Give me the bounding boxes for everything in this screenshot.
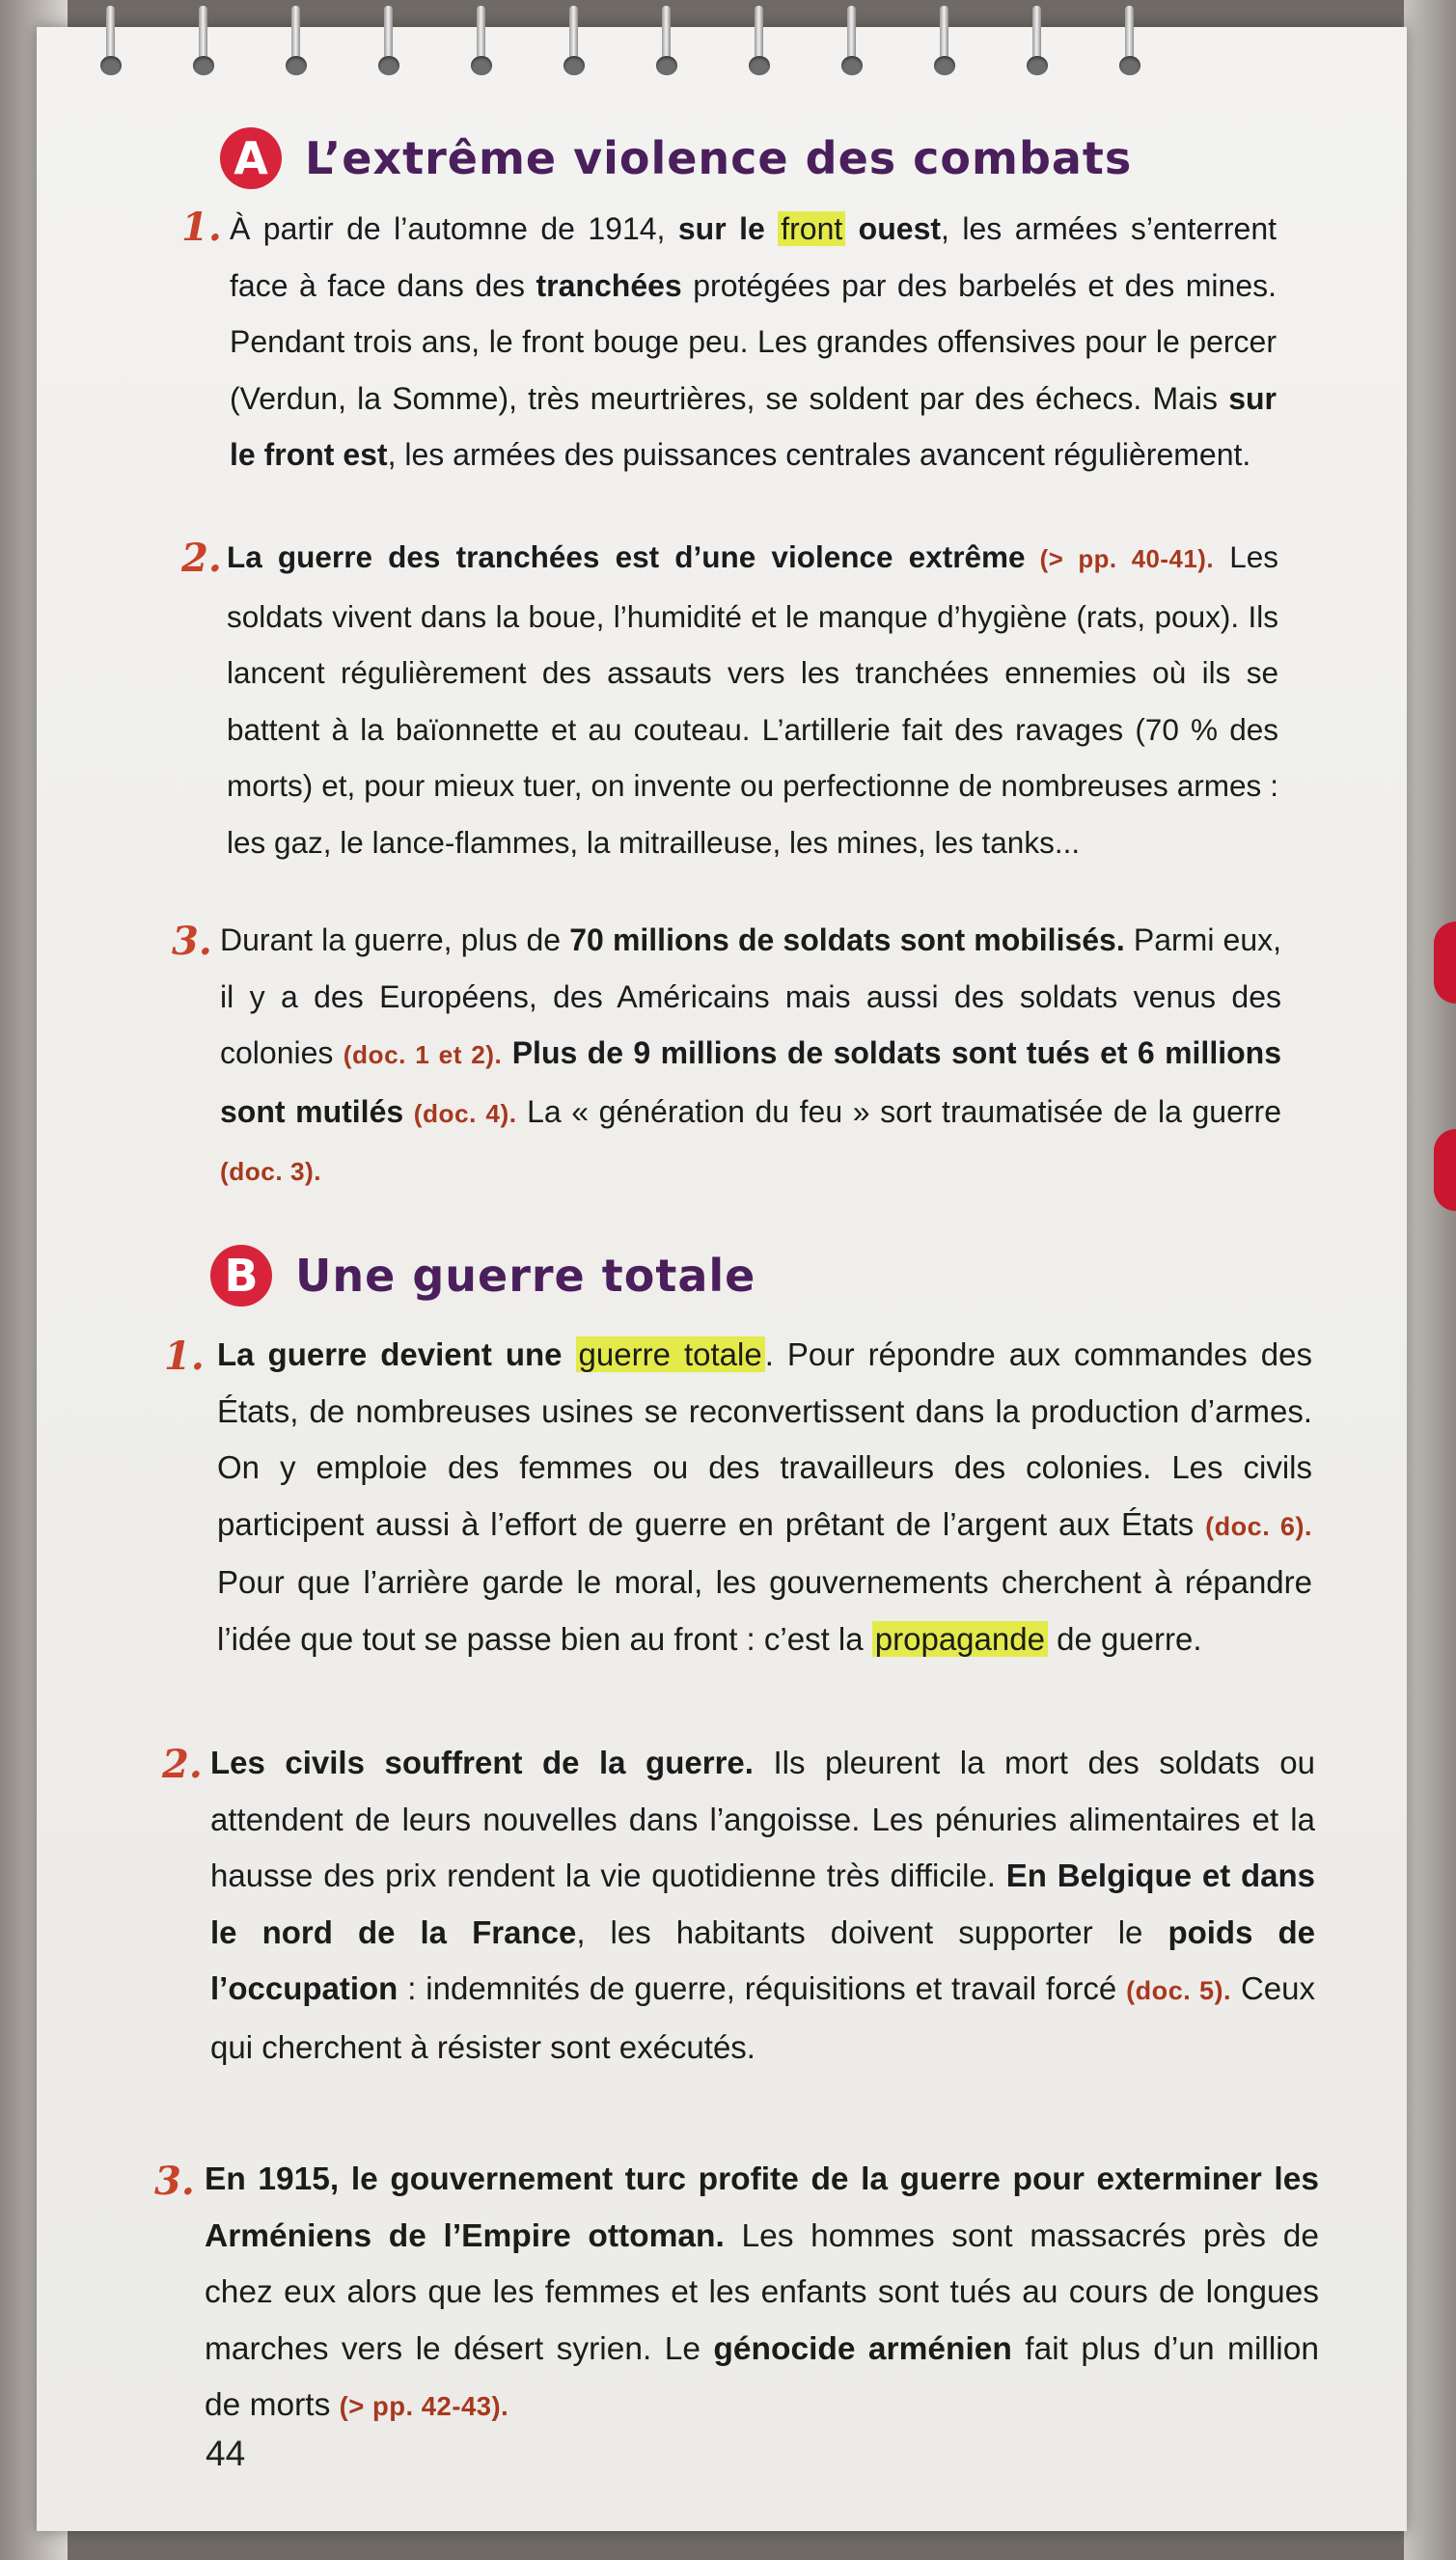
- item-number: 2.: [181, 536, 222, 581]
- section-b-badge: B: [210, 1245, 272, 1307]
- section-a-paragraph-2: La guerre des tranchées est d’une violence extrême (> pp. 40-41). Les soldats vivent dans la boue, l’humidité et le manque d’hygiène (rats, poux). Ils lancent régulièrement des assauts vers les tranchées ennemies où ils se battent à la baïonnette et au couteau. L’artillerie fait des ravages (70 % des morts) et, pour mieux tuer, on invente ou perfectionne de nombreuses armes : les gaz, le lance-flammes, la mitrailleuse, les mines, les tanks...: [227, 539, 1278, 860]
- item-number: 1.: [164, 1334, 205, 1379]
- section-a-paragraph-1: À partir de l’automne de 1914, sur le front ouest, les armées s’enterrent face à face dans des tranchées protégées par des barbelés et des mines. Pendant trois ans, le front bouge peu. Les grandes offensives pour le percer (Verdun, la Somme), très meurtrières, se soldent par des échecs. Mais sur le front est, les armées des puissances centrales avancent régulièrement.: [230, 211, 1277, 472]
- keyword-propagande: propagande: [872, 1621, 1048, 1657]
- section-a-paragraph-3: Durant la guerre, plus de 70 millions de soldats sont mobilisés. Parmi eux, il y a des Européens, des Américains mais aussi des soldats venus des colonies (doc. 1 et 2). Plus de 9 millions de soldats sont tués et 6 millions sont mutilés (doc. 4). La « génération du feu » sort traumatisée de la guerre (doc. 3).: [220, 922, 1282, 1186]
- page-reference: (> pp. 42-43).: [339, 2391, 509, 2421]
- section-b-paragraph-2: Les civils souffrent de la guerre. Ils pleurent la mort des soldats ou attendent de leurs nouvelles dans l’angoisse. Les pénuries alimentaires et la hausse des prix rendent la vie quotidienne très difficile. En Belgique et dans le nord de la France, les habitants doivent supporter le poids de l’occupation : indemnités de guerre, réquisitions et travail forcé (doc. 5). Ceux qui cherchent à résister sont exécutés.: [210, 1745, 1315, 2065]
- doc-reference: (doc. 3).: [220, 1157, 322, 1186]
- doc-reference: (doc. 5).: [1126, 1976, 1232, 2005]
- page-number: 44: [206, 2434, 246, 2473]
- section-a-heading: [220, 127, 1132, 189]
- section-b-paragraph-1: La guerre devient une guerre totale. Pour répondre aux commandes des États, de nombreuses usines se reconvertissent dans la production d’armes. On y emploie des femmes ou des travailleurs des colonies. Les civils participent aussi à l’effort de guerre en prêtant de l’argent aux États (doc. 6). Pour que l’arrière garde le moral, les gouvernements cherchent à répandre l’idée que tout se passe bien au front : c’est la propagande de guerre.: [217, 1336, 1313, 1657]
- item-number: 2.: [162, 1742, 203, 1787]
- doc-reference: (doc. 4).: [413, 1098, 517, 1128]
- keyword-guerre-totale: guerre totale: [576, 1336, 765, 1372]
- item-number: 1.: [181, 205, 222, 250]
- item-number: 3.: [172, 919, 212, 964]
- page-reference: (> pp. 40-41).: [1025, 546, 1215, 573]
- doc-reference: (doc. 6).: [1205, 1511, 1313, 1541]
- section-a-badge: A: [220, 127, 282, 189]
- doc-reference: (doc. 1 et 2).: [343, 1040, 503, 1069]
- keyword-front: front: [778, 211, 845, 246]
- section-a-title: L’extrême violence des combats: [305, 132, 1133, 184]
- section-b-paragraph-3: En 1915, le gouvernement turc profite de la guerre pour exterminer les Arméniens de l’Empire ottoman. Les hommes sont massacrés près de chez eux alors que les femmes et les enfants sont tués au cours de longues marches vers le désert syrien. Le génocide arménien fait plus d’un million de morts (> pp. 42-43).: [205, 2161, 1319, 2423]
- section-b-heading: [210, 1245, 755, 1307]
- section-b-title: Une guerre totale: [295, 1250, 756, 1302]
- item-number: 3.: [154, 2159, 195, 2204]
